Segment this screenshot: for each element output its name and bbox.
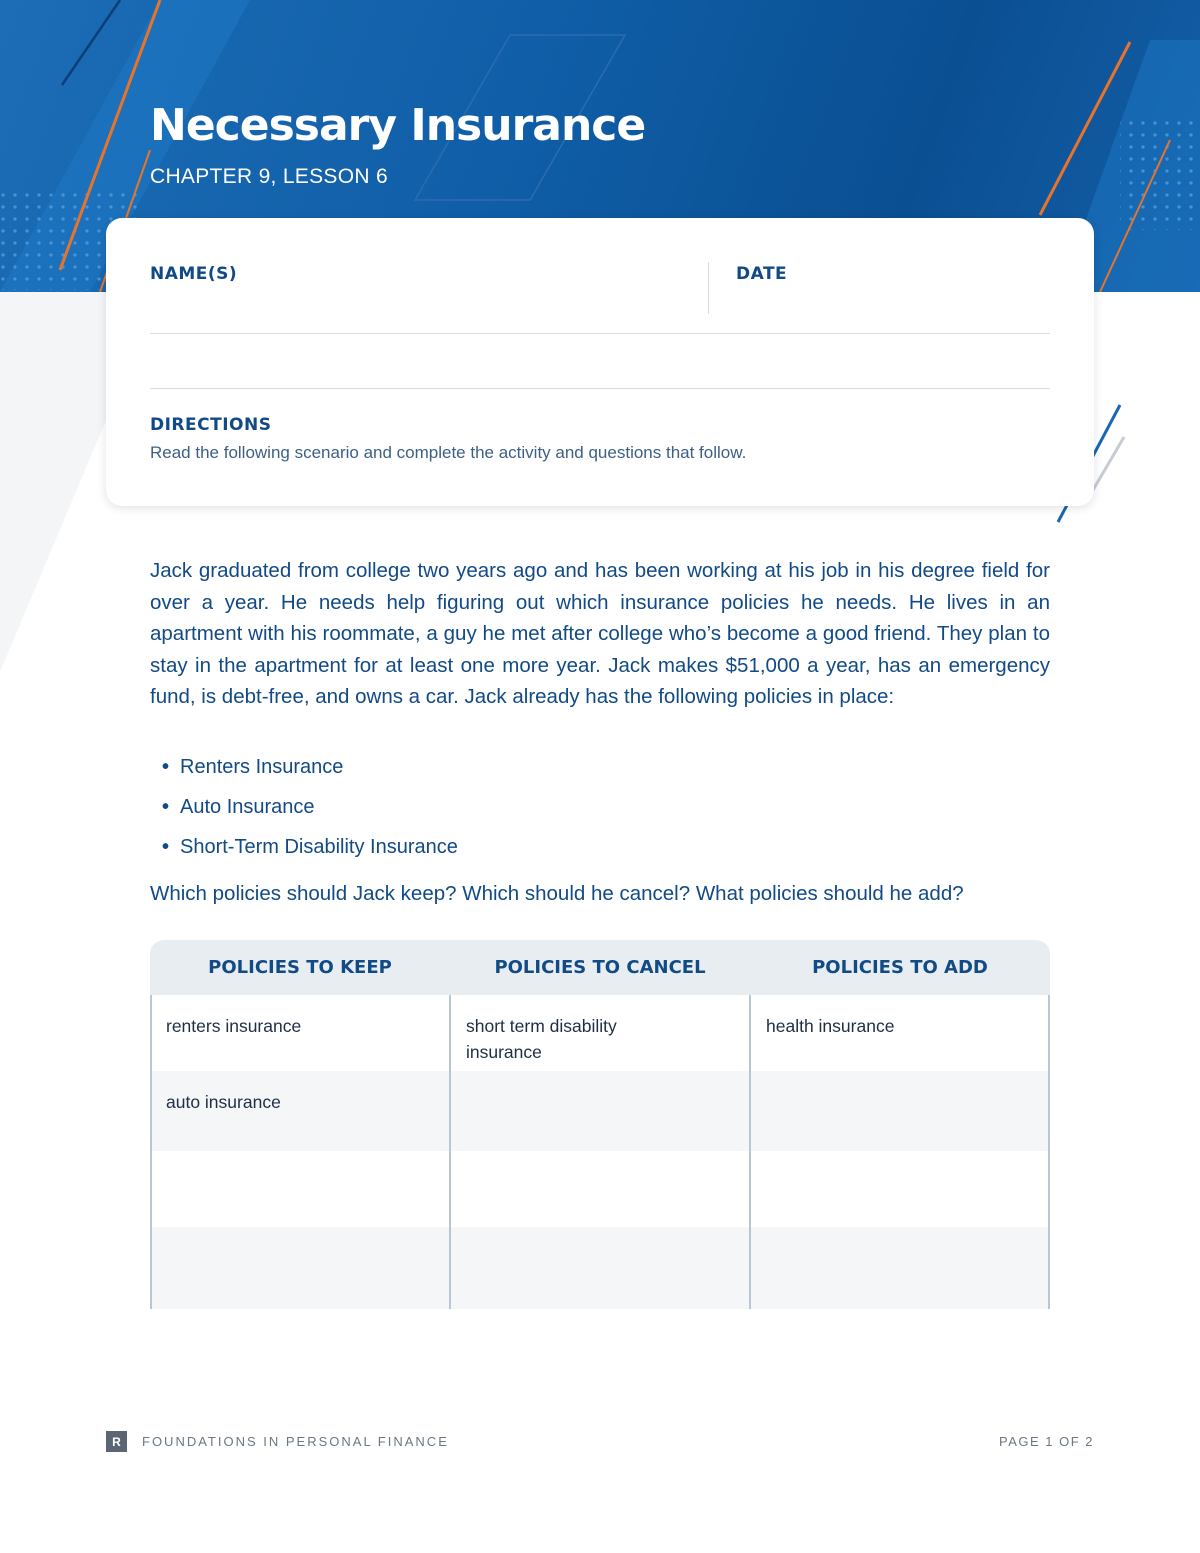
page-title: Necessary Insurance [150,100,646,151]
column-divider [749,995,751,1309]
column-divider [150,995,152,1309]
chapter-lesson-label: CHAPTER 9, LESSON 6 [150,165,388,188]
cell-add[interactable]: health insurance [766,1016,895,1036]
bullet-icon: • [162,756,170,778]
cell-keep[interactable] [150,1227,450,1309]
policy-renters: Renters Insurance [180,756,344,778]
header-policies-to-add: POLICIES TO ADD [812,957,988,978]
table-row [150,1227,1050,1309]
table-row [150,995,1050,1071]
list-item [162,753,458,793]
student-info-card [106,218,1094,506]
current-policies-list [162,753,458,873]
column-divider [1048,995,1050,1309]
field-divider [708,262,709,314]
cell-add[interactable] [750,1071,1050,1151]
header-policies-to-cancel: POLICIES TO CANCEL [494,957,706,978]
list-item [162,793,458,833]
names-extra-field-line[interactable] [150,388,1050,389]
directions-label: DIRECTIONS [150,415,272,435]
list-item [162,833,458,873]
date-label: DATE [736,264,788,284]
table-row [150,1071,1050,1151]
activity-question: Which policies should Jack keep? Which should he cancel? What policies should he add? [150,882,964,905]
cell-cancel[interactable] [450,1227,750,1309]
scenario-paragraph: Jack graduated from college two years ago and has been working at his job in his degree field for over a year. He needs help figuring out which insurance policies he needs. He lives in an apartment with his roommate, a guy he met after college who’s become a good friend. They plan to stay in the apartment for at least one more year. Jack makes $51,000 a year, has an emergency fund, is debt-free, and owns a car. Jack already has the following policies in place: [150,559,1050,708]
bullet-icon: • [162,836,170,858]
cell-cancel[interactable]: short term disability insurance [466,1016,617,1062]
policy-disability: Short-Term Disability Insurance [180,836,458,858]
cell-cancel[interactable] [450,1071,750,1151]
bullet-icon: • [162,796,170,818]
cell-add[interactable] [750,1227,1050,1309]
cell-keep[interactable]: renters insurance [166,1016,302,1036]
cell-cancel[interactable] [450,1151,750,1227]
cell-add[interactable] [750,1151,1050,1227]
table-header [150,940,1050,995]
names-label: NAME(S) [150,264,238,284]
ramsey-logo-icon: R [106,1431,127,1452]
names-date-field-line[interactable] [150,333,1050,334]
cell-keep[interactable] [150,1151,450,1227]
policy-auto: Auto Insurance [180,796,315,818]
column-divider [449,995,451,1309]
policies-table [150,940,1050,1309]
cell-keep[interactable]: auto insurance [166,1092,281,1112]
footer-brand: FOUNDATIONS IN PERSONAL FINANCE [142,1434,449,1449]
page-number: PAGE 1 OF 2 [998,1434,1094,1449]
directions-text: Read the following scenario and complete the activity and questions that follow. [150,443,747,462]
table-row [150,1151,1050,1227]
header-policies-to-keep: POLICIES TO KEEP [208,957,392,978]
